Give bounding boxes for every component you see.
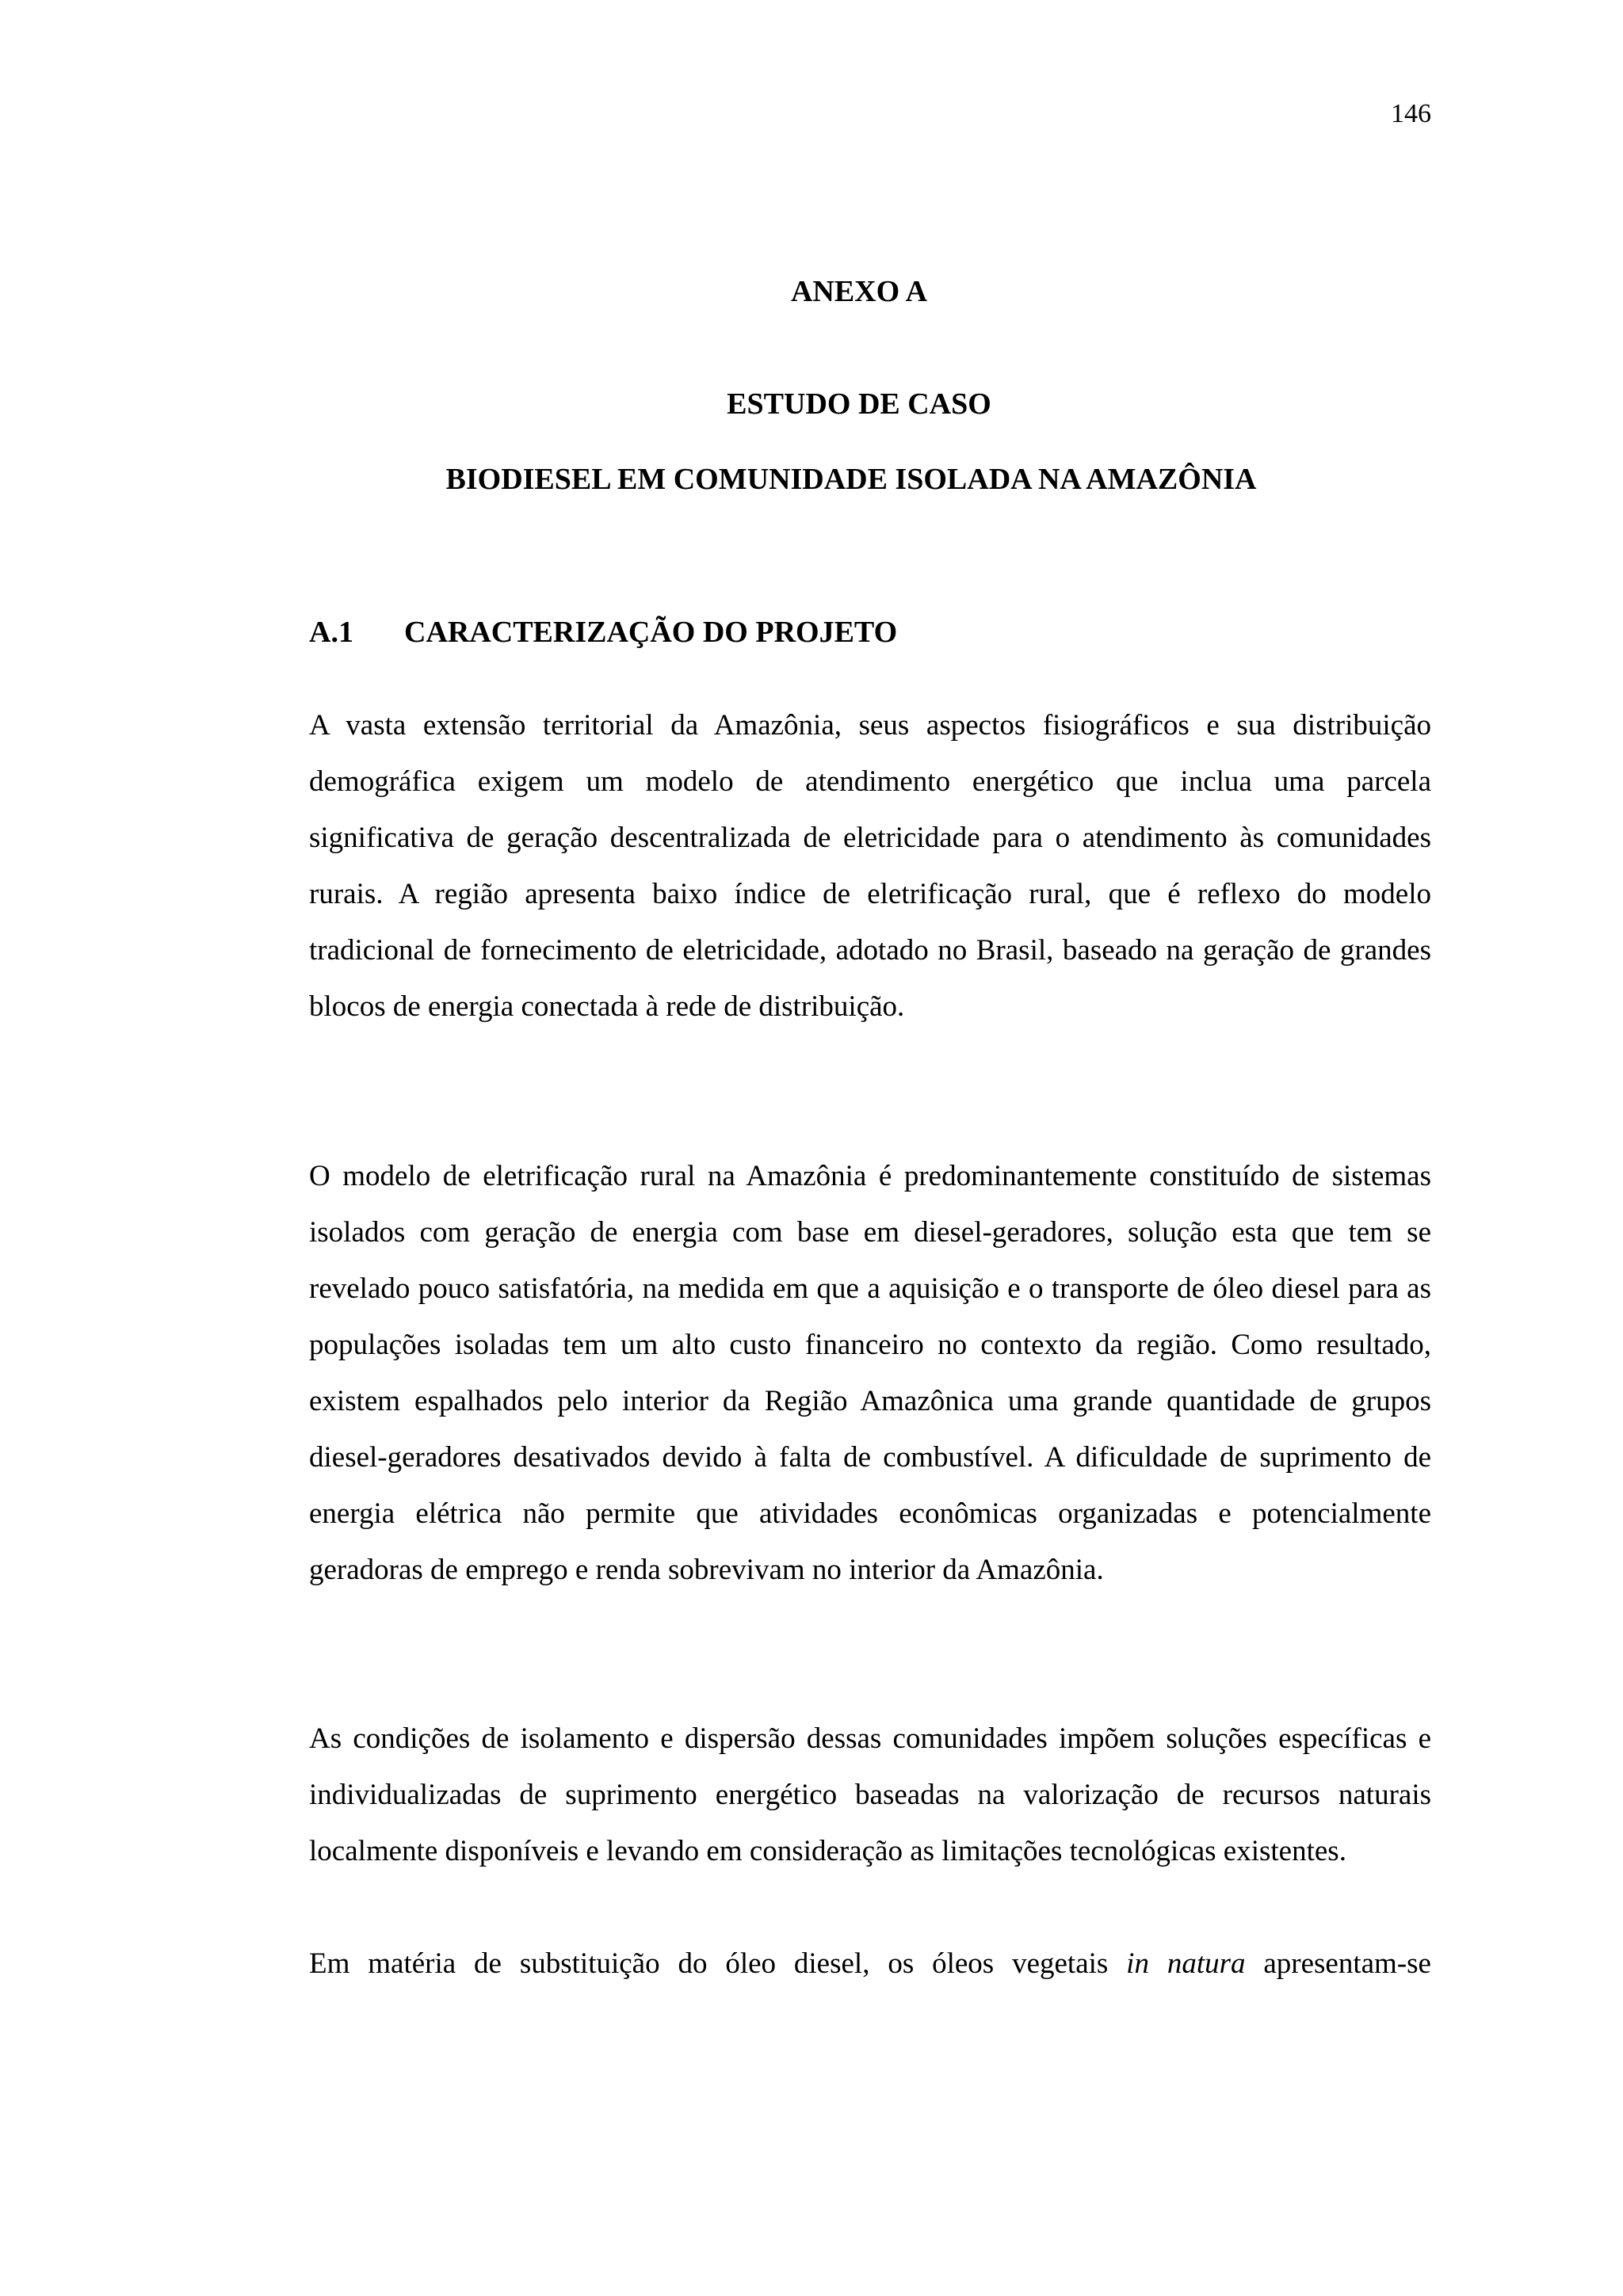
- paragraph-4-text-start: Em matéria de substituição do óleo diesel, os óleos vegetais: [309, 1947, 1127, 1980]
- paragraph-4-italic-term: in natura: [1126, 1947, 1246, 1980]
- paragraph-1: A vasta extensão territorial da Amazônia, seus aspectos fisiográficos e sua distribuição demográfica exigem um modelo de atendimento energético que inclua uma parcela significativa de geração descentralizada de eletricidade para o atendimento às comunidades rurais. A região apresenta baixo índice de eletrificação rural, que é reflexo do modelo tradicional de fornecimento de eletricidade, adotado no Brasil, baseado na geração de grandes blocos de energia conectada à rede de distribuição.: [309, 709, 1431, 1023]
- paragraph-2: O modelo de eletrificação rural na Amazônia é predominantemente constituído de sistemas isolados com geração de energia com base em diesel-geradores, solução esta que tem se revelado pouco satisfatória, na medida em que a aquisição e o transporte de óleo diesel para as populações isoladas tem um alto custo financeiro no contexto da região. Como resultado, existem espalhados pelo interior da Região Amazônica uma grande quantidade de grupos diesel-geradores desativados devido à falta de combustível. A dificuldade de suprimento de energia elétrica não permite que atividades econômicas organizadas e potencialmente geradoras de emprego e renda sobrevivam no interior da Amazônia.: [309, 1160, 1431, 1586]
- section-heading: [309, 614, 897, 650]
- section-number: A.1: [309, 616, 353, 649]
- annex-heading: ANEXO A: [790, 275, 928, 308]
- paragraph-4: [309, 1936, 1431, 1992]
- case-study-heading: ESTUDO DE CASO: [727, 387, 991, 421]
- paragraph-3: As condições de isolamento e dispersão dessas comunidades impõem soluções específicas e individualizadas de suprimento energético baseadas na valorização de recursos naturais localmente disponíveis e levando em consideração as limitações tecnológicas existentes.: [309, 1722, 1431, 1867]
- section-title: CARACTERIZAÇÃO DO PROJETO: [404, 616, 898, 649]
- page-number: 146: [1391, 99, 1431, 128]
- paragraph-4-text-end: apresentam-se: [1245, 1947, 1431, 1980]
- document-title: BIODIESEL EM COMUNIDADE ISOLADA NA AMAZÔNIA: [445, 463, 1257, 496]
